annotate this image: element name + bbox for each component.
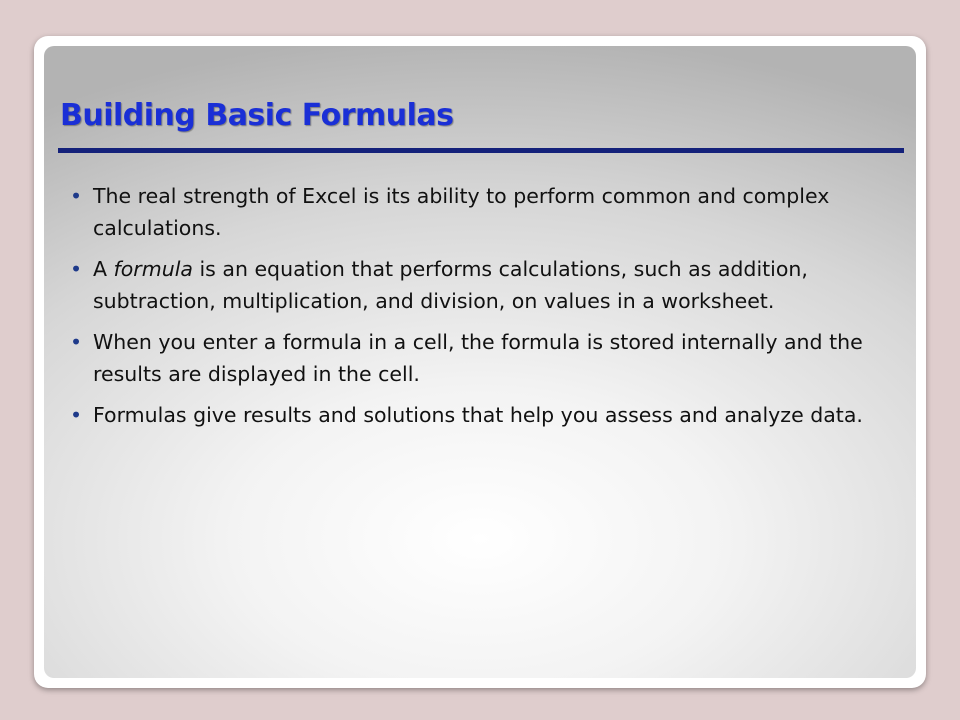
bullet-text: Formulas give results and solutions that help you assess and analyze data. (93, 403, 863, 427)
slide-panel (44, 46, 916, 678)
bullet-item-excel-strength (70, 180, 870, 244)
bullet-item-formula-definition (70, 253, 870, 317)
bullet-icon: • (70, 403, 83, 427)
bullet-icon: • (70, 184, 83, 208)
bullet-text-emphasis: formula (113, 257, 193, 281)
bullet-list (70, 180, 870, 440)
slide-title: Building Basic Formulas (60, 98, 454, 133)
bullet-text-after: is an equation that performs calculations, such as addition, subtraction, multiplication, and division, on values in a worksheet. (93, 257, 808, 313)
bullet-icon: • (70, 257, 83, 281)
title-underline-rule (58, 148, 904, 153)
bullet-text: The real strength of Excel is its ability to perform common and complex calculations. (93, 184, 830, 240)
bullet-text-before: A (93, 257, 114, 281)
bullet-text: When you enter a formula in a cell, the formula is stored internally and the results are displayed in the cell. (93, 330, 863, 386)
bullet-item-formula-storage (70, 326, 870, 390)
bullet-icon: • (70, 330, 83, 354)
bullet-item-formula-results (70, 399, 870, 431)
